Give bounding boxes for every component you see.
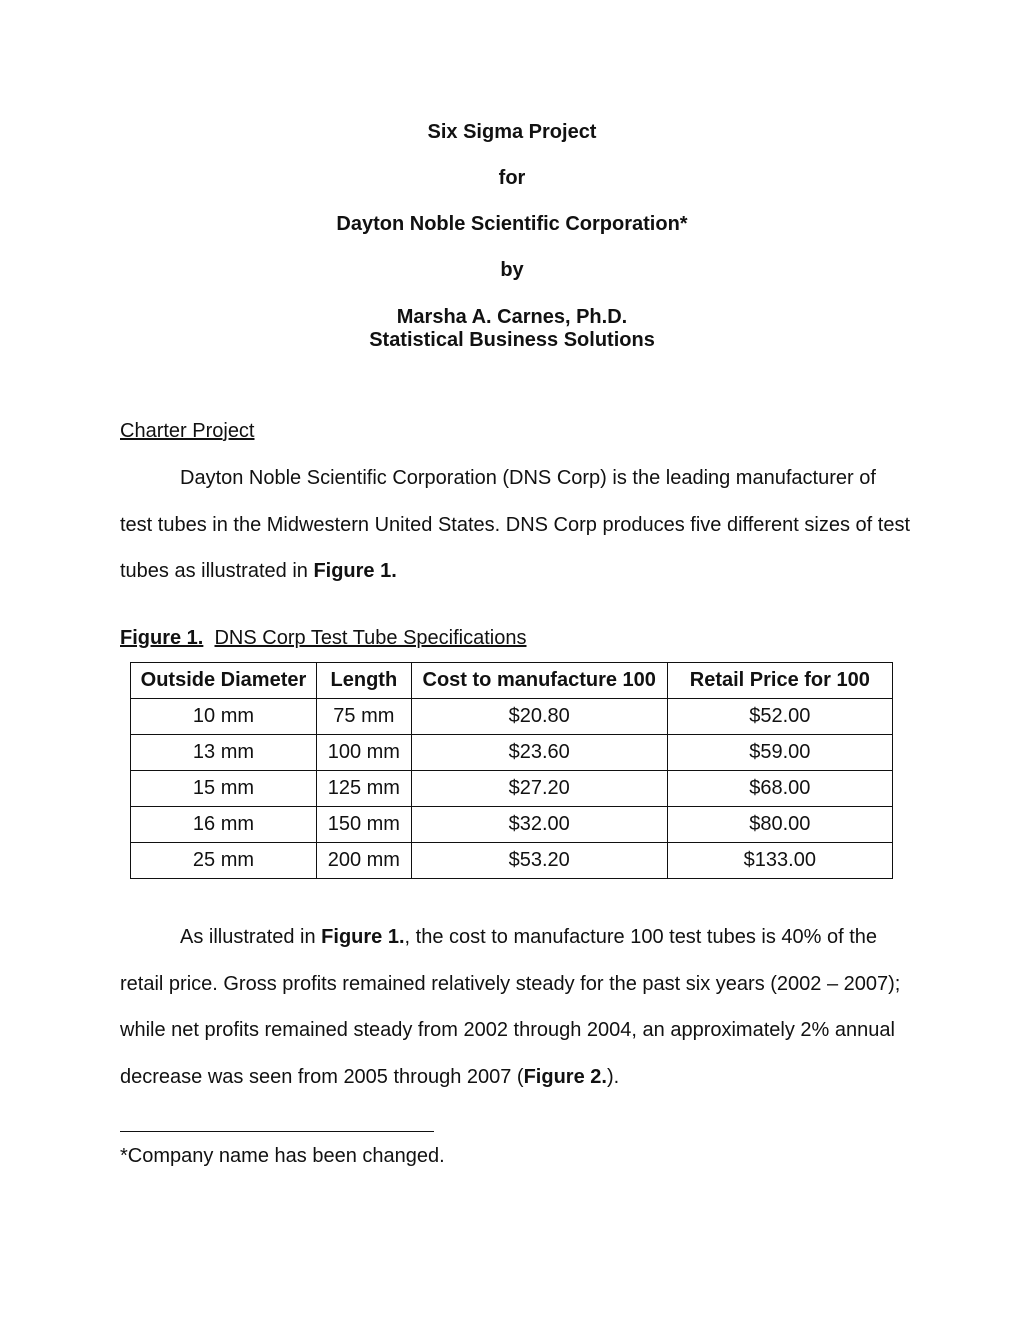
figure-reference: Figure 1. bbox=[313, 560, 397, 582]
cell-price: $68.00 bbox=[667, 771, 892, 807]
paragraph-1-text: Dayton Noble Scientific Corporation (DNS Corp) is the leading manufacturer of test tubes in the Midwestern United States. DNS Corp produces five different sizes of test tubes as illustrated in bbox=[120, 467, 911, 582]
cell-diameter: 25 mm bbox=[131, 843, 317, 879]
company-name: Dayton Noble Scientific Corporation* bbox=[336, 213, 688, 235]
cell-cost: $53.20 bbox=[411, 843, 667, 879]
paragraph-2 bbox=[120, 914, 910, 1100]
cell-price: $59.00 bbox=[667, 735, 892, 771]
table-row bbox=[131, 735, 893, 771]
cell-cost: $27.20 bbox=[411, 771, 667, 807]
cell-length: 125 mm bbox=[316, 771, 411, 807]
table-row bbox=[131, 771, 893, 807]
document-title: Six Sigma Project bbox=[427, 121, 597, 143]
paragraph-1 bbox=[120, 455, 910, 595]
spec-table bbox=[130, 662, 893, 879]
footnote: *Company name has been changed. bbox=[120, 1145, 445, 1167]
header-cost: Cost to manufacture 100 bbox=[411, 663, 667, 699]
table-row bbox=[131, 807, 893, 843]
table-row bbox=[131, 843, 893, 879]
figure-2-reference: Figure 2. bbox=[523, 1065, 607, 1088]
header-outside-diameter: Outside Diameter bbox=[131, 663, 317, 699]
header-retail-price: Retail Price for 100 bbox=[667, 663, 892, 699]
author-affiliation: Statistical Business Solutions bbox=[369, 329, 655, 351]
section-heading: Charter Project bbox=[120, 420, 255, 442]
cell-length: 100 mm bbox=[316, 735, 411, 771]
cell-cost: $32.00 bbox=[411, 807, 667, 843]
paragraph-2-text-b: , the cost to manufacture 100 test tubes is 40% of the retail price. Gross profits remained relatively steady for the past six years (2002 – 2007); while net profits remained steady from 2002 through 2004, an approximately 2% annual decrease was seen from 2005 through 2007 ( bbox=[120, 926, 901, 1088]
figure-label: Figure 1. bbox=[120, 627, 204, 649]
cell-length: 75 mm bbox=[316, 699, 411, 735]
cell-price: $133.00 bbox=[667, 843, 892, 879]
paragraph-2-text-c: ). bbox=[606, 1065, 620, 1088]
cell-diameter: 10 mm bbox=[131, 699, 317, 735]
table-header-row bbox=[131, 663, 893, 699]
cell-length: 150 mm bbox=[316, 807, 411, 843]
footnote-divider bbox=[120, 1131, 434, 1132]
cell-diameter: 15 mm bbox=[131, 771, 317, 807]
cell-length: 200 mm bbox=[316, 843, 411, 879]
figure-1-reference: Figure 1. bbox=[321, 926, 405, 948]
title-by: by bbox=[500, 259, 524, 281]
title-for: for bbox=[498, 167, 526, 189]
cell-cost: $20.80 bbox=[411, 699, 667, 735]
table-row bbox=[131, 699, 893, 735]
cell-price: $52.00 bbox=[667, 699, 892, 735]
cell-diameter: 16 mm bbox=[131, 807, 317, 843]
figure-caption-text: DNS Corp Test Tube Specifications bbox=[214, 627, 527, 649]
author-name: Marsha A. Carnes, Ph.D. bbox=[396, 306, 628, 328]
figure-caption bbox=[120, 627, 527, 650]
paragraph-2-text-a: As illustrated in bbox=[180, 926, 322, 948]
header-length: Length bbox=[316, 663, 411, 699]
cell-price: $80.00 bbox=[667, 807, 892, 843]
cell-cost: $23.60 bbox=[411, 735, 667, 771]
cell-diameter: 13 mm bbox=[131, 735, 317, 771]
